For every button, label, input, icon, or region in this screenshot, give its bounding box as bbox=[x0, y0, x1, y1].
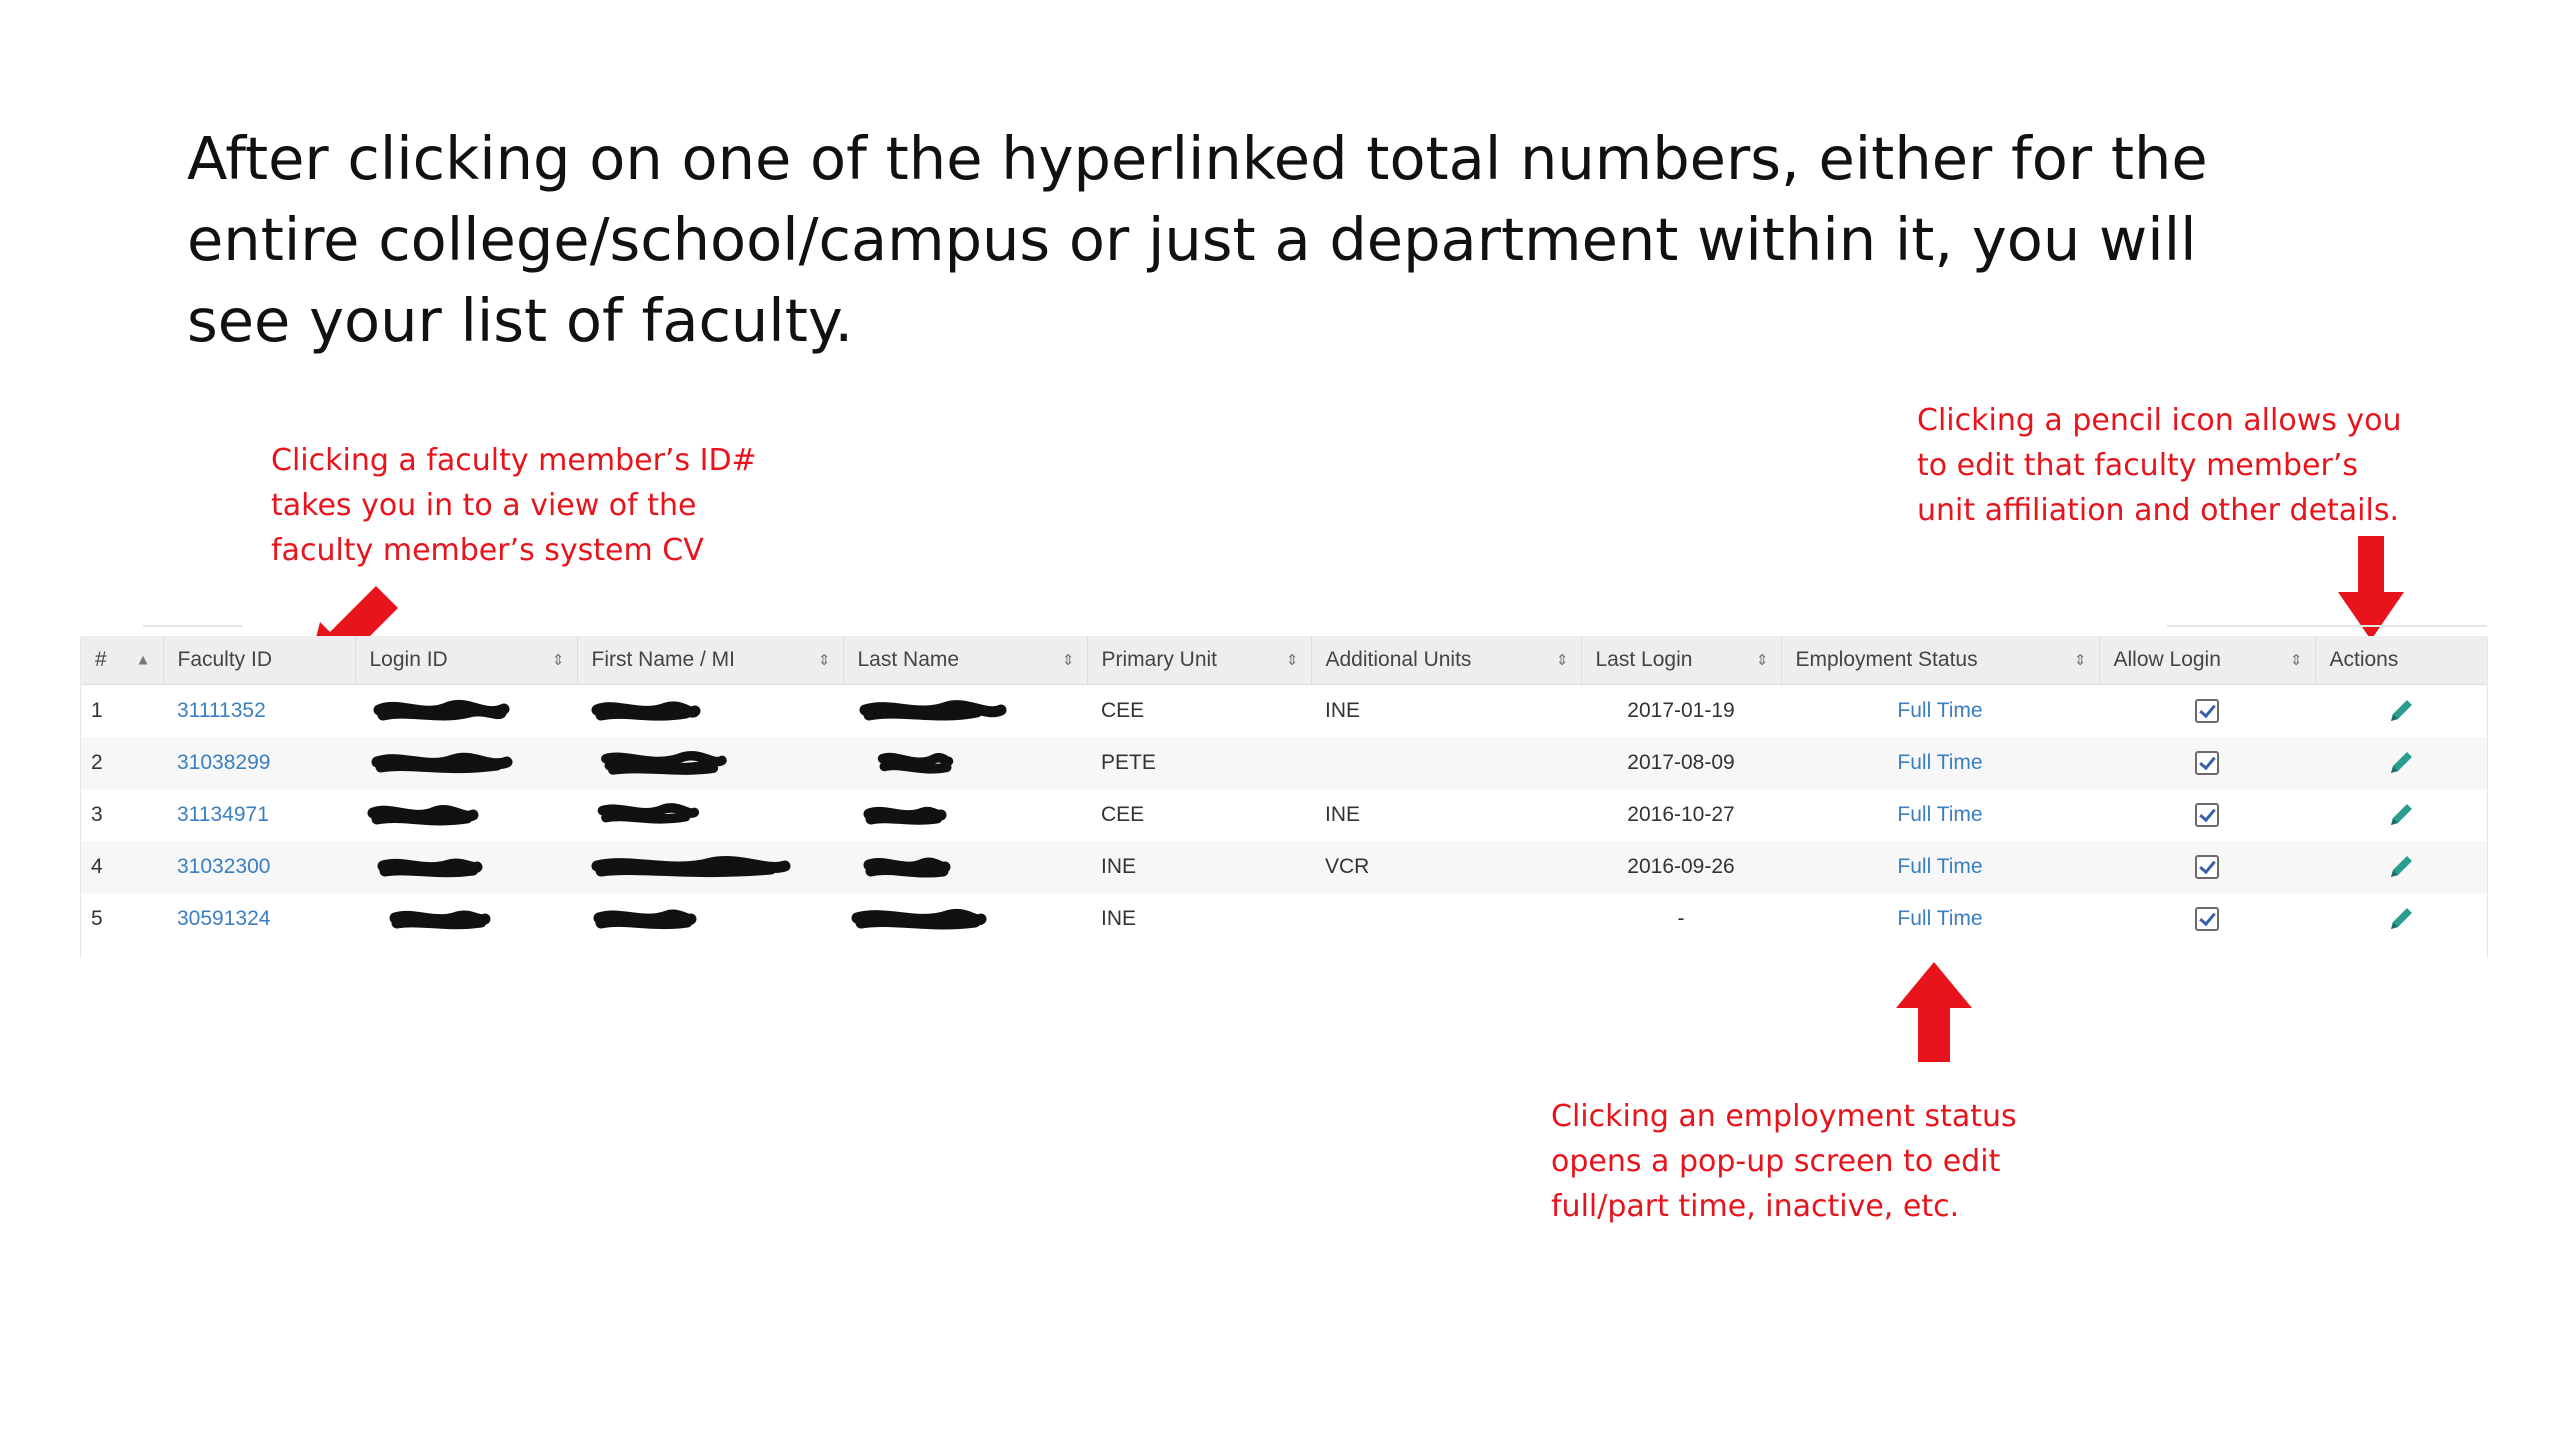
column-header-faculty-id[interactable] bbox=[163, 636, 355, 685]
faculty-id-link[interactable]: 30591324 bbox=[177, 907, 271, 930]
row-number: 1 bbox=[91, 699, 103, 722]
primary-unit-cell: INE bbox=[1101, 907, 1137, 930]
redacted-last-name bbox=[857, 750, 1007, 776]
table-row bbox=[81, 685, 2487, 738]
header-label: Actions bbox=[2329, 648, 2399, 671]
header-label: Additional Units bbox=[1325, 648, 1472, 671]
toolbar-divider bbox=[143, 625, 243, 627]
last-login-cell: 2017-08-09 bbox=[1581, 737, 1781, 789]
employment-status-annotation bbox=[1551, 1094, 2017, 1229]
header-label: Allow Login bbox=[2113, 648, 2221, 671]
sort-icon[interactable]: ⇕ bbox=[551, 652, 565, 669]
headline-line: After clicking on one of the hyperlinked total numbers, either for the bbox=[187, 124, 2208, 193]
redacted-login-id bbox=[369, 906, 499, 932]
redacted-login-id bbox=[369, 802, 489, 828]
redacted-first-name bbox=[591, 854, 791, 880]
sort-icon[interactable]: ⇕ bbox=[2073, 652, 2087, 669]
header-label: Login ID bbox=[369, 648, 448, 671]
employment-status-link[interactable]: Full Time bbox=[1897, 803, 1983, 826]
pencil-icon[interactable] bbox=[2386, 904, 2416, 934]
faculty-id-link[interactable]: 31134971 bbox=[177, 803, 269, 826]
additional-units-cell: INE bbox=[1325, 699, 1361, 722]
additional-units-cell: VCR bbox=[1311, 841, 1581, 893]
allow-login-checkbox[interactable] bbox=[2195, 699, 2219, 723]
allow-login-checkbox[interactable] bbox=[2195, 803, 2219, 827]
allow-login-checkbox[interactable] bbox=[2195, 751, 2219, 775]
employment-status-link[interactable]: Full Time bbox=[1897, 907, 1983, 930]
column-header-actions bbox=[2315, 636, 2487, 685]
column-header-login-id[interactable] bbox=[355, 636, 577, 685]
redacted-last-name bbox=[857, 906, 1007, 932]
primary-unit-cell: PETE bbox=[1087, 737, 1311, 789]
header-label: # bbox=[95, 648, 107, 671]
annotation-line: to edit that faculty member’s bbox=[1917, 448, 2358, 483]
row-number: 2 bbox=[81, 737, 163, 789]
header-label: Faculty ID bbox=[177, 648, 273, 671]
redacted-first-name bbox=[591, 750, 736, 776]
header-label: Last Login bbox=[1595, 648, 1693, 671]
annotation-line: full/part time, inactive, etc. bbox=[1551, 1189, 1960, 1224]
redacted-first-name bbox=[591, 906, 711, 932]
additional-units-cell bbox=[1311, 893, 1581, 945]
sort-icon[interactable]: ⇕ bbox=[817, 652, 831, 669]
annotation-line: Clicking a pencil icon allows you bbox=[1917, 403, 2402, 438]
sort-icon[interactable]: ⇕ bbox=[1285, 652, 1299, 669]
redacted-last-name bbox=[857, 698, 1007, 724]
pencil-annotation bbox=[1917, 398, 2402, 533]
column-header-employment-status[interactable] bbox=[1781, 636, 2099, 685]
header-label: First Name / MI bbox=[591, 648, 736, 671]
column-header-additional-units[interactable] bbox=[1311, 636, 1581, 685]
allow-login-checkbox[interactable] bbox=[2195, 907, 2219, 931]
column-header-first-name[interactable] bbox=[577, 636, 843, 685]
sort-icon[interactable]: ⇕ bbox=[1755, 652, 1769, 669]
table-row bbox=[81, 893, 2487, 945]
employment-status-arrow-icon bbox=[1896, 962, 1972, 1062]
redacted-login-id bbox=[369, 698, 509, 724]
redacted-last-name bbox=[857, 854, 1007, 880]
row-number: 3 bbox=[91, 803, 103, 826]
last-login-cell: 2016-09-26 bbox=[1581, 841, 1781, 893]
table-header-row bbox=[81, 636, 2487, 685]
toolbar-divider bbox=[2167, 625, 2487, 627]
table-row bbox=[81, 841, 2487, 893]
sort-icon[interactable]: ⇕ bbox=[1061, 652, 1075, 669]
annotation-line: unit affiliation and other details. bbox=[1917, 493, 2400, 528]
column-header-last-name[interactable] bbox=[843, 636, 1087, 685]
annotation-line: takes you in to a view of the bbox=[271, 488, 697, 523]
column-header-primary-unit[interactable] bbox=[1087, 636, 1311, 685]
pencil-icon[interactable] bbox=[2386, 696, 2416, 726]
redacted-login-id bbox=[369, 750, 514, 776]
last-login-cell: 2016-10-27 bbox=[1627, 803, 1735, 826]
headline-line: see your list of faculty. bbox=[187, 286, 854, 355]
table-row bbox=[81, 789, 2487, 841]
faculty-table bbox=[80, 636, 2488, 958]
sort-asc-icon[interactable]: ▲ bbox=[135, 651, 151, 669]
slide-headline bbox=[187, 118, 2387, 361]
annotation-line: Clicking an employment status bbox=[1551, 1099, 2017, 1134]
pencil-icon[interactable] bbox=[2386, 800, 2416, 830]
redacted-login-id bbox=[369, 854, 489, 880]
faculty-id-link[interactable]: 31032300 bbox=[177, 855, 271, 878]
column-header-number[interactable] bbox=[81, 636, 163, 685]
row-number: 5 bbox=[91, 907, 103, 930]
primary-unit-cell: CEE bbox=[1101, 803, 1145, 826]
sort-icon[interactable]: ⇕ bbox=[1555, 652, 1569, 669]
row-number: 4 bbox=[81, 841, 163, 893]
redacted-first-name bbox=[591, 802, 711, 828]
faculty-id-annotation bbox=[271, 438, 757, 573]
employment-status-link[interactable]: Full Time bbox=[1897, 751, 1983, 774]
annotation-line: Clicking a faculty member’s ID# bbox=[271, 443, 757, 478]
column-header-last-login[interactable] bbox=[1581, 636, 1781, 685]
faculty-id-link[interactable]: 31111352 bbox=[177, 699, 266, 722]
header-label: Primary Unit bbox=[1101, 648, 1218, 671]
pencil-icon[interactable] bbox=[2386, 852, 2416, 882]
faculty-id-link[interactable]: 31038299 bbox=[177, 751, 271, 774]
primary-unit-cell: CEE bbox=[1101, 699, 1145, 722]
header-label: Employment Status bbox=[1795, 648, 1978, 671]
redacted-last-name bbox=[857, 802, 1007, 828]
redacted-first-name bbox=[591, 698, 701, 724]
annotation-line: opens a pop-up screen to edit bbox=[1551, 1144, 2001, 1179]
primary-unit-cell: INE bbox=[1087, 841, 1311, 893]
table-row bbox=[81, 737, 2487, 789]
additional-units-cell bbox=[1311, 737, 1581, 789]
additional-units-cell: INE bbox=[1325, 803, 1361, 826]
employment-status-link[interactable]: Full Time bbox=[1897, 855, 1983, 878]
last-login-cell: 2017-01-19 bbox=[1627, 699, 1735, 722]
column-header-allow-login[interactable] bbox=[2099, 636, 2315, 685]
header-label: Last Name bbox=[857, 648, 960, 671]
headline-line: entire college/school/campus or just a department within it, you will bbox=[187, 205, 2197, 274]
annotation-line: faculty member’s system CV bbox=[271, 533, 704, 568]
pencil-icon[interactable] bbox=[2386, 748, 2416, 778]
last-login-cell: - bbox=[1677, 907, 1685, 930]
sort-icon[interactable]: ⇕ bbox=[2289, 652, 2303, 669]
employment-status-link[interactable]: Full Time bbox=[1897, 699, 1983, 722]
allow-login-checkbox[interactable] bbox=[2195, 855, 2219, 879]
